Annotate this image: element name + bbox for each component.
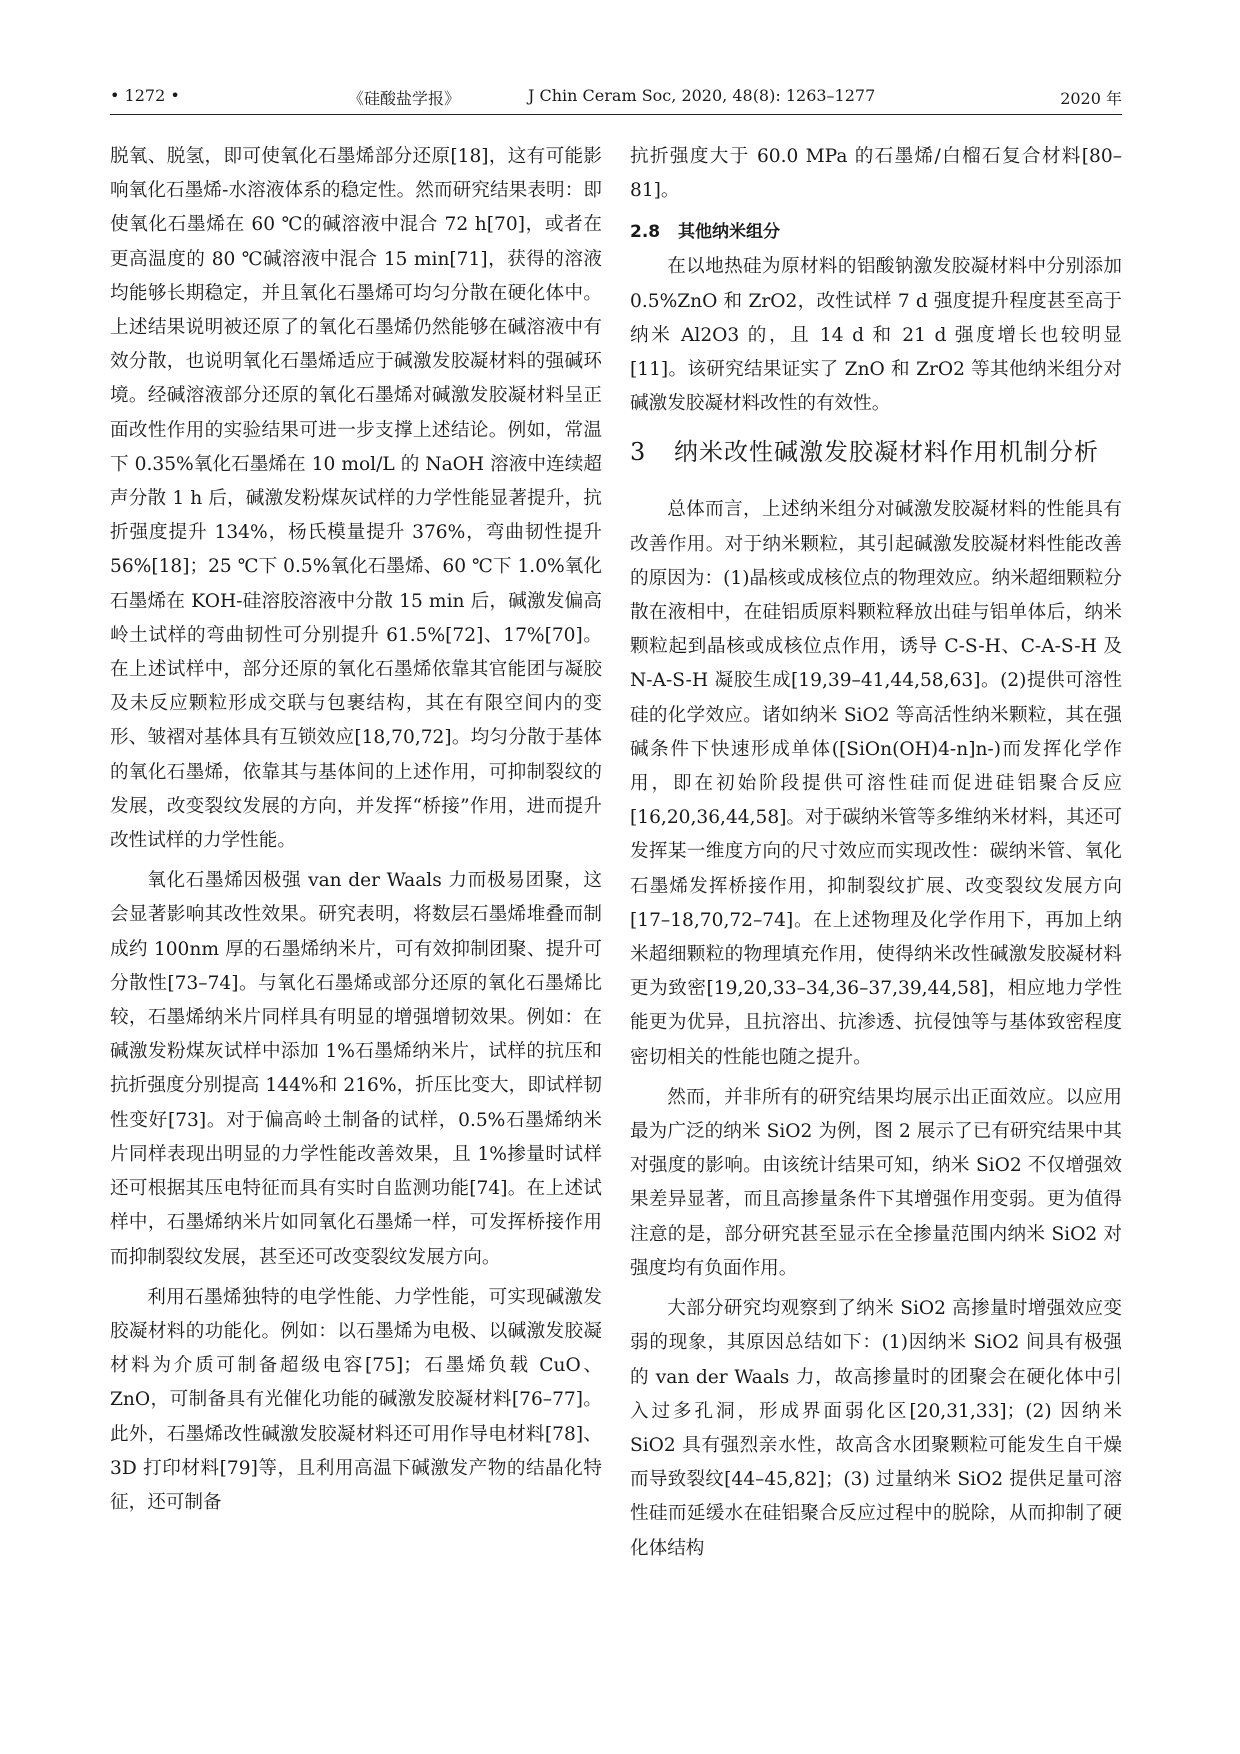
section-title: 纳米改性碱激发胶凝材料作用机制分析 [674,438,1099,467]
page-number: • 1272 • [110,86,180,105]
running-header [110,82,1122,116]
paragraph-continuation: 抗折强度大于 60.0 MPa 的石墨烯/白榴石复合材料[80–81]。 [630,146,1122,202]
section-number: 3 [630,438,646,467]
paragraph-go-reduction: 脱氧、脱氢，即可使氧化石墨烯部分还原[18]，这有可能影响氧化石墨烯-水溶液体系的稳定性。然而研究结果表明：即使氧化石墨烯在 60 ℃的碱溶液中混合 72 h[70]，或者在更高温度的 80 ℃碱溶液中混合 15 min[71]，获得的溶液均能够长期稳定，并且氧化石墨烯可均匀分散在硬化体中。上述结果说明被还原了的氧化石墨烯仍然能够在碱溶液中有效分散，也说明氧化石墨烯适应于碱激发胶凝材料的强碱环境。经碱溶液部分还原的氧化石墨烯对碱激发胶凝材料呈正面改性作用的实验结果可进一步支撑上述结论。例如，常温下 0.35%氧化石墨烯在 10 mol/L 的 NaOH 溶液中连续超声分散 1 h 后，碱激发粉煤灰试样的力学性能显著提升，抗折强度提升 134%，杨氏模量提升 376%，弯曲韧性提升 56%[18]；25 ℃下 0.5%氧化石墨烯、60 ℃下 1.0%氧化石墨烯在 KOH-硅溶胶溶液中分散 15 min 后，碱激发偏高岭土试样的弯曲韧性可分别提升 61.5%[72]、17%[70]。在上述试样中，部分还原的氧化石墨烯依靠其官能团与凝胶及未反应颗粒形成交联与包裹结构，其在有限空间内的变形、皱褶对基体具有互锁效应[18,70,72]。均匀分散于基体的氧化石墨烯，依靠其与基体间的上述作用，可抑制裂纹的发展，改变裂纹发展的方向，并发挥“桥接”作用，进而提升改性试样的力学性能。 [110,146,602,852]
header-year: 2020 年 [1060,89,1122,108]
journal-name-cn: 《硅酸盐学报》 [348,89,461,108]
subsection-heading [630,216,1122,248]
right-column [630,140,1122,1566]
paragraph-other-nano: 在以地热硅为原材料的铝酸钠激发胶凝材料中分别添加 0.5%ZnO 和 ZrO2，改性试样 7 d 强度提升程度甚至高于纳米 Al2O3 的，且 14 d 和 21 d 强度增长也较明显[11]。该研究结果证实了 ZnO 和 ZrO2 等其他纳米组分对碱激发胶凝材料改性的有效性。 [630,256,1122,415]
subsection-title: 其他纳米组分 [678,222,780,243]
left-column [110,140,602,1520]
paragraph-graphene-nanosheets: 氧化石墨烯因极强 van der Waals 力而极易团聚，这会显著影响其改性效果。研究表明，将数层石墨烯堆叠而制成约 100nm 厚的石墨烯纳米片，可有效抑制团聚、提升可分散性[73–74]。与氧化石墨烯或部分还原的氧化石墨烯比较，石墨烯纳米片同样具有明显的增强增韧效果。例如：在碱激发粉煤灰试样中添加 1%石墨烯纳米片，试样的抗压和抗折强度分别提高 144%和 216%，折压比变大，即试样韧性变好[73]。对于偏高岭土制备的试样，0.5%石墨烯纳米片同样表现出明显的力学性能改善效果，且 1%掺量时试样还可根据其压电特征而具有实时自监测功能[74]。在上述试样中，石墨烯纳米片如同氧化石墨烯一样，可发挥桥接作用而抑制裂纹发展，甚至还可改变裂纹发展方向。 [110,870,602,1268]
paragraph-mechanism: 总体而言，上述纳米组分对碱激发胶凝材料的性能具有改善作用。对于纳米颗粒，其引起碱激发胶凝材料性能改善的原因为：(1)晶核或成核位点的物理效应。纳米超细颗粒分散在液相中，在硅铝质原料颗粒释放出硅与铝单体后，纳米颗粒起到晶核或成核位点作用，诱导 C-S-H、C-A-S-H 及 N-A-S-H 凝胶生成[19,39–41,44,58,63]。(2)提供可溶性硅的化学效应。诸如纳米 SiO2 等高活性纳米颗粒，其在强碱条件下快速形成单体([SiOn(OH)4-n]n-)而发挥化学作用，即在初始阶段提供可溶性硅而促进硅铝聚合反应[16,20,36,44,58]。对于碳纳米管等多维纳米材料，其还可发挥某一维度方向的尺寸效应而实现改性：碳纳米管、氧化石墨烯发挥桥接作用，抑制裂纹扩展、改变裂纹发展方向[17–18,70,72–74]。在上述物理及化学作用下，再加上纳米超细颗粒的物理填充作用，使得纳米改性碱激发胶凝材料更为致密[19,20,33–34,36–37,39,44,58]，相应地力学性能更为优异，且抗溶出、抗渗透、抗侵蚀等与基体致密程度密切相关的性能也随之提升。 [630,499,1122,1068]
subsection-number: 2.8 [630,222,661,243]
paragraph-functionalization: 利用石墨烯独特的电学性能、力学性能，可实现碱激发胶凝材料的功能化。例如：以石墨烯为电极、以碱激发胶凝材料为介质可制备超级电容[75]；石墨烯负载 CuO、ZnO，可制备具有光催化功能的碱激发胶凝材料[76–77]。此外，石墨烯改性碱激发胶凝材料还可用作导电材料[78]、3D 打印材料[79]等，且利用高温下碱激发产物的结晶化特征，还可制备 [110,1286,602,1513]
paragraph-nano-sio2-effects: 然而，并非所有的研究结果均展示出正面效应。以应用最为广泛的纳米 SiO2 为例，图 2 展示了已有研究结果中其对强度的影响。由该统计结果可知，纳米 SiO2 不仅增强效果差异显著，而且高掺量条件下其增强作用变弱。更为值得注意的是，部分研究甚至显示在全掺量范围内纳米 SiO2 对强度均有负面作用。 [630,1086,1122,1279]
journal-citation-en: J Chin Ceram Soc, 2020, 48(8): 1263–1277 [528,86,876,105]
paragraph-high-dosage-reasons: 大部分研究均观察到了纳米 SiO2 高掺量时增强效应变弱的现象，其原因总结如下：(1)因纳米 SiO2 间具有极强的 van der Waals 力，故高掺量时的团聚会在硬化体中引入过多孔洞，形成界面弱化区[20,31,33]；(2) 因纳米 SiO2 具有强烈亲水性，故高含水团聚颗粒可能发生自干燥而导致裂纹[44–45,82]；(3) 过量纳米 SiO2 提供足量可溶性硅而延缓水在硅铝聚合反应过程中的脱除，从而抑制了硬化体结构 [630,1298,1122,1559]
header-rule [110,114,1122,115]
section-heading [630,433,1122,471]
